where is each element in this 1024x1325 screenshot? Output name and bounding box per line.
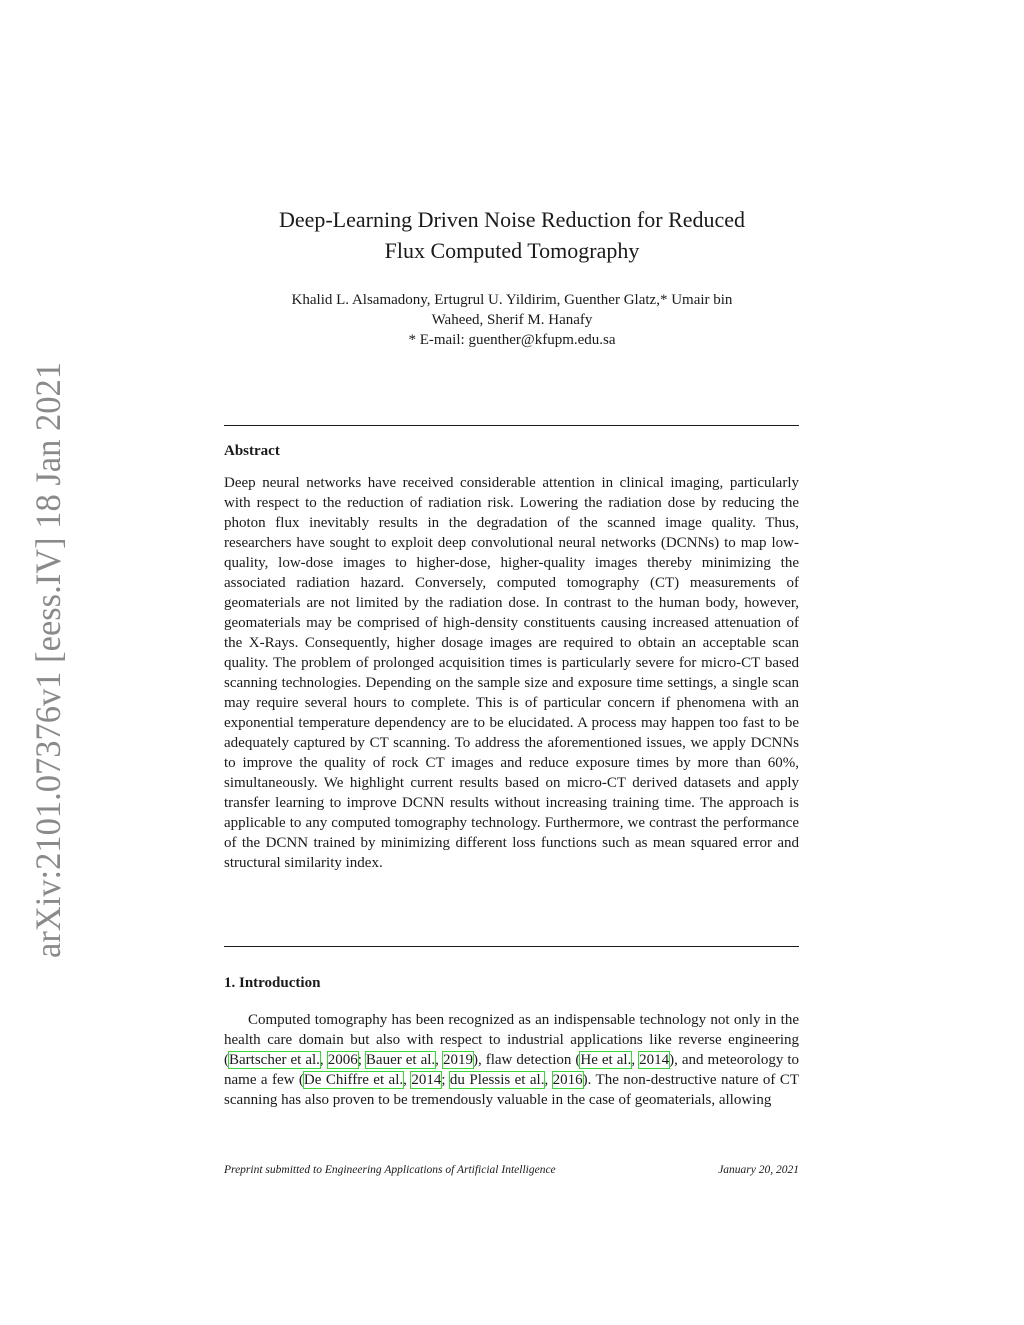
intro-sep-7: , xyxy=(544,1072,553,1088)
citation-bartscher-year[interactable]: 2006 xyxy=(327,1052,358,1068)
intro-sep-4: , xyxy=(631,1052,640,1068)
intro-sep-2: ; xyxy=(357,1052,366,1068)
citation-he-year[interactable]: 2014 xyxy=(639,1052,670,1068)
authors-line-2: Waheed, Sherif M. Hanafy xyxy=(431,312,593,328)
abstract-heading: Abstract xyxy=(224,443,280,459)
footer-submission-note: Preprint submitted to Engineering Applications of Artificial Intelligence xyxy=(224,1164,556,1176)
intro-sep-6: ; xyxy=(441,1072,450,1088)
citation-dechiffre-year[interactable]: 2014 xyxy=(411,1072,442,1088)
page-footer xyxy=(224,1164,799,1176)
footer-date: January 20, 2021 xyxy=(718,1164,799,1176)
citation-dechiffre-authors[interactable]: De Chiffre et al. xyxy=(303,1072,404,1088)
intro-sep-3: , xyxy=(435,1052,443,1068)
intro-text-3: ), and meteorology to name a few ( xyxy=(224,1052,800,1088)
citation-bauer-year[interactable]: 2019 xyxy=(442,1052,473,1068)
introduction-paragraph xyxy=(224,1010,799,1110)
arxiv-identifier-stamp xyxy=(12,360,72,960)
citation-bauer-authors[interactable]: Bauer et al. xyxy=(365,1052,436,1068)
arxiv-stamp-svg xyxy=(12,360,72,960)
title-line-1: Deep-Learning Driven Noise Reduction for Reduced xyxy=(278,207,746,232)
arxiv-id-text: arXiv:2101.07376v1 [eess.IV] 18 Jan 2021 xyxy=(28,360,68,958)
corresponding-email: * E-mail: guenther@kfupm.edu.sa xyxy=(408,332,616,348)
authors-line-1: Khalid L. Alsamadony, Ertugrul U. Yildirim, Guenther Glatz,* Umair bin xyxy=(291,292,733,308)
abstract-bottom-rule xyxy=(224,946,799,947)
intro-text-4: ). The non-destructive nature of CT scanning has also proven to be tremendously valuable in the case of geomaterials, allowing xyxy=(224,1072,800,1108)
title-line-2: Flux Computed Tomography xyxy=(384,238,640,263)
abstract-top-rule xyxy=(224,425,799,426)
intro-sep-1: , xyxy=(319,1052,328,1068)
author-block xyxy=(212,290,812,350)
intro-text-1: Computed tomography has been recognized as an indispensable technology not only in the health care domain but also with respect to industrial applications like reverse engineering ( xyxy=(224,1012,799,1068)
citation-bartscher-authors[interactable]: Bartscher et al. xyxy=(229,1052,320,1068)
introduction-heading: 1. Introduction xyxy=(224,975,321,991)
citation-he-authors[interactable]: He et al. xyxy=(580,1052,632,1068)
paper-title xyxy=(212,204,812,266)
citation-duplessis-year[interactable]: 2016 xyxy=(552,1072,583,1088)
intro-sep-5: , xyxy=(403,1072,412,1088)
intro-text-2: ), flaw detection ( xyxy=(472,1052,581,1068)
abstract-text: Deep neural networks have received considerable attention in clinical imaging, particularly with respect to the reduction of radiation risk. Lowering the radiation dose by reducing the photon flux inevitably results in the degradation of the scanned image quality. Thus, researchers have sought to exploit deep convolutional neural networks (DCNNs) to map low-quality, low-dose images to higher-dose, higher-quality images thereby minimizing the associated radiation hazard. Conversely, computed tomography (CT) measurements of geomaterials are not limited by the radiation dose. In contrast to the human body, however, geomaterials may be comprised of high-density constituents causing increased attenuation of the X-Rays. Consequently, higher dosage images are required to obtain an acceptable scan quality. The problem of prolonged acquisition times is particularly severe for micro-CT based scanning technologies. Depending on the sample size and exposure time settings, a single scan may require several hours to complete. This is of particular concern if phenomena with an exponential temperature dependency are to be elucidated. A process may happen too fast to be adequately captured by CT scanning. To address the aforementioned issues, we apply DCNNs to improve the quality of rock CT images and reduce exposure times by more than 60%, simultaneously. We highlight current results based on micro-CT derived datasets and apply transfer learning to improve DCNN results without increasing training time. The approach is applicable to any computed tomography technology. Furthermore, we contrast the performance of the DCNN trained by minimizing different loss functions such as mean squared error and structural similarity index. xyxy=(224,475,799,871)
citation-duplessis-authors[interactable]: du Plessis et al. xyxy=(449,1072,545,1088)
